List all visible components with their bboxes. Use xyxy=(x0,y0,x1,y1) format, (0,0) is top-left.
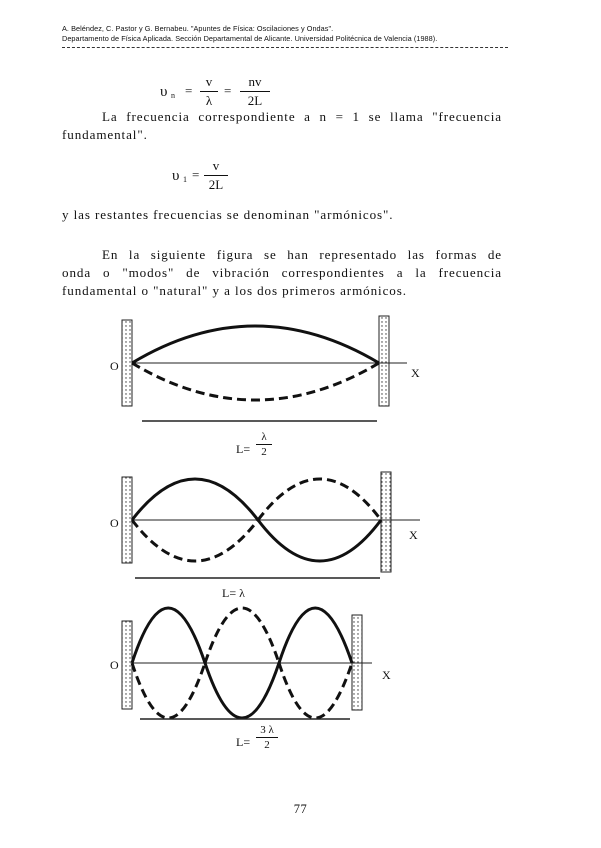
eq2-lhs-subscript: 1 xyxy=(183,175,187,184)
mode1-caption-numerator: λ xyxy=(261,431,267,443)
mode2-origin-label: O xyxy=(110,516,119,530)
mode2-caption: L= λ xyxy=(222,586,245,600)
mode1-left-wall xyxy=(122,320,132,406)
mode1-solid-loop xyxy=(132,326,379,363)
mode1-origin-label: O xyxy=(110,359,119,373)
para2-line: y las restantes frecuencias se denominan "armónicos". xyxy=(62,207,394,222)
mode-1-fundamental xyxy=(122,316,407,421)
eq1-frac2-denominator: 2L xyxy=(247,93,263,108)
mode3-origin-label: O xyxy=(110,658,119,672)
mode3-left-wall xyxy=(122,621,132,709)
mode1-axis-label: X xyxy=(411,366,420,380)
mode3-caption-fraction xyxy=(256,724,278,751)
mode-3-second-harmonic xyxy=(122,608,372,719)
para3-line-3: fundamental o "natural" y a los dos primeros armónicos. xyxy=(62,283,407,298)
para3-line-1: En la siguiente figura se han representado las formas de xyxy=(102,247,502,262)
header-line-1: A. Beléndez, C. Pastor y G. Bernabeu. "Apuntes de Física: Oscilaciones y Ondas". xyxy=(62,24,334,33)
mode3-caption-lhs: L= xyxy=(236,735,251,749)
mode1-right-wall xyxy=(379,316,389,406)
mode3-caption-bar xyxy=(256,737,278,738)
mode3-caption-denominator: 2 xyxy=(264,739,270,751)
mode1-dashed-loop xyxy=(132,363,379,400)
eq2-denominator: 2L xyxy=(208,177,224,192)
mode2-dashed-loop-1 xyxy=(132,520,258,561)
para1-line-2: fundamental". xyxy=(62,127,148,142)
mode1-caption-fraction xyxy=(256,431,272,458)
mode3-dashed-loop-2 xyxy=(205,608,279,663)
eq1-frac1-denominator: λ xyxy=(205,93,213,108)
page-number: 77 xyxy=(293,802,308,816)
mode2-solid-loop-1 xyxy=(132,479,258,520)
mode1-caption-lhs: L= xyxy=(236,442,251,456)
mode-2-first-harmonic xyxy=(122,472,420,578)
eq1-equals-1: = xyxy=(185,83,193,98)
mode2-left-wall xyxy=(122,477,132,563)
eq2-lhs: υ xyxy=(172,168,180,184)
mode3-solid-loop-1 xyxy=(132,608,205,663)
mode1-caption xyxy=(236,431,296,465)
para3-line-2: onda o "modos" de vibración correspondientes a la frecuencia xyxy=(62,265,502,280)
mode3-solid-loop-2 xyxy=(205,663,279,718)
mode3-solid-loop-3 xyxy=(279,608,352,663)
mode1-caption-bar xyxy=(256,444,272,445)
mode2-dashed-loop-2 xyxy=(258,479,381,520)
mode1-caption-denominator: 2 xyxy=(261,446,267,458)
mode3-dashed-loop-3 xyxy=(279,663,352,718)
mode3-dashed-loop-1 xyxy=(132,663,205,718)
mode2-right-wall xyxy=(381,472,391,572)
eq2-equals: = xyxy=(192,167,200,182)
mode3-axis-label: X xyxy=(382,668,391,682)
eq1-lhs: υ xyxy=(160,84,168,100)
mode2-axis-label: X xyxy=(409,528,418,542)
eq1-lhs-subscript: n xyxy=(171,91,175,100)
mode2-solid-loop-2 xyxy=(258,520,381,561)
eq2-numerator: v xyxy=(212,158,220,173)
eq1-equals-2: = xyxy=(224,83,232,98)
eq1-frac2-numerator: nv xyxy=(248,74,262,89)
header-line-2: Departamento de Física Aplicada. Sección Departamental de Alicante. Universidad Politécnica de Valencia (1988). xyxy=(62,34,438,43)
mode3-caption-numerator: 3 λ xyxy=(260,724,274,736)
para1-line-1: La frecuencia correspondiente a n = 1 se llama "frecuencia xyxy=(102,109,502,124)
eq1-frac1-numerator: v xyxy=(205,74,213,89)
mode3-caption xyxy=(236,724,306,760)
